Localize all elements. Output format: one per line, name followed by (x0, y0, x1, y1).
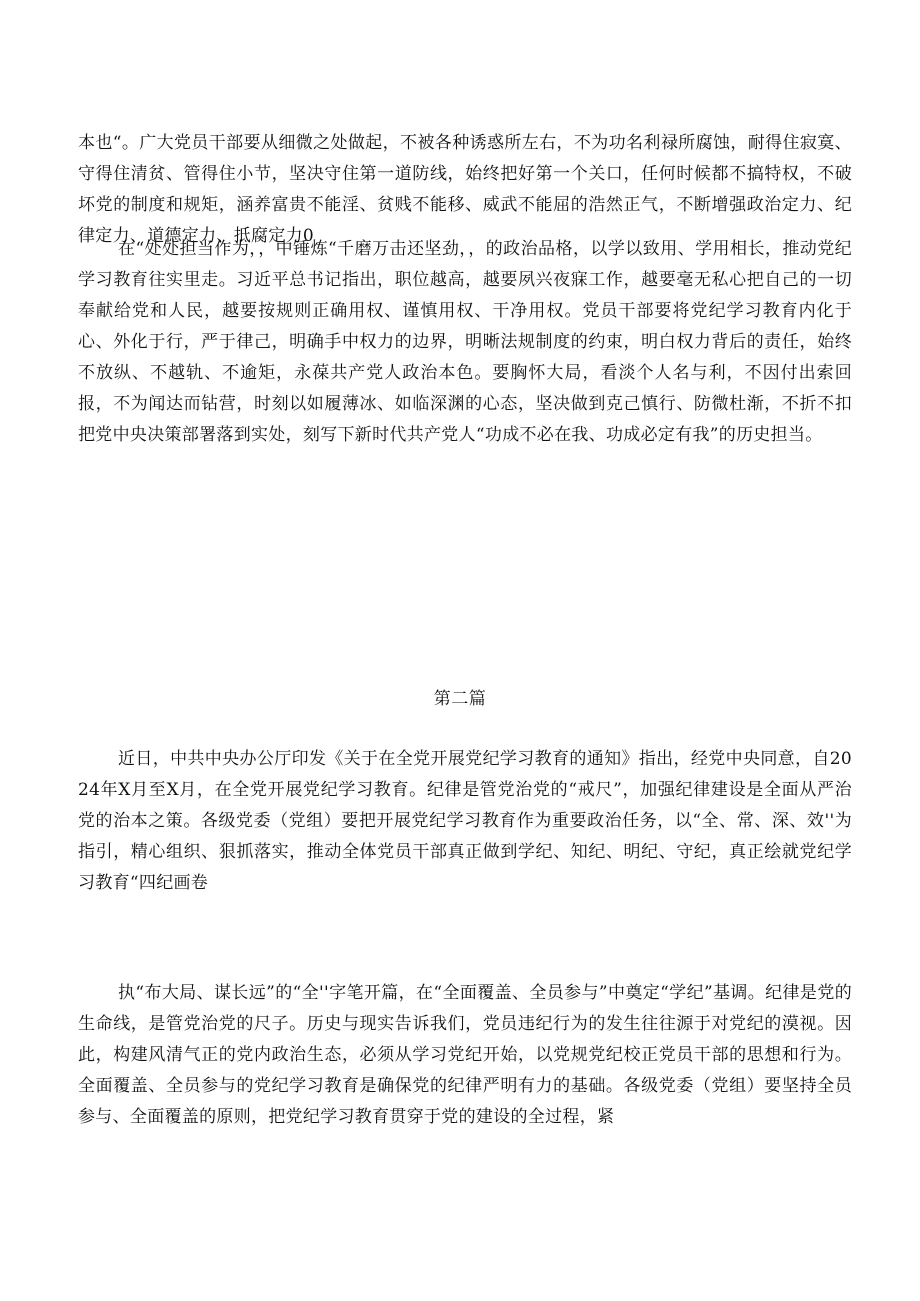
paragraph-2: 在“处处担当作为，，中锤炼“千磨万击还坚劲，，的政治品格，以学以致用、学用相长，推动党纪学习教育往实里走。习近平总书记指出，职位越高，越要夙兴夜寐工作，越要毫无私心把自己的一切奉献给党和人民，越要按规则正确用权、谨慎用权、干净用权。党员干部要将党纪学习教育内化于心、外化于行，严于律己，明确手中权力的边界，明晰法规制度的约束，明白权力背后的责任，始终不放纵、不越轨、不逾矩，永葆共产党人政治本色。要胸怀大局，看淡个人名与利，不因付出索回报，不为闻达而钻营，时刻以如履薄冰、如临深渊的心态，坚决做到克己慎行、防微杜渐，不折不扣把党中央决策部署落到实处，刻写下新时代共产党人“功成不必在我、功成必定有我”的历史担当。 (78, 239, 852, 445)
paragraph-1: 本也“。广大党员干部要从细微之处做起，不被各种诱惑所左右，不为功名利禄所腐蚀，耐得住寂寞、守得住清贫、管得住小节，坚决守住第一道防线，始终把好第一个关口，任何时候都不搞特权，不破坏党的制度和规矩，涵养富贵不能淫、贫贱不能移、威武不能屈的浩然正气，不断增强政治定力、纪律定力、道德定力、抵腐定力0 (78, 133, 852, 246)
paragraph-4: 执“布大局、谋长远”的“全''字笔开篇，在“全面覆盖、全员参与”中奠定“学纪”基调。纪律是党的生命线，是管党治党的尺子。历史与现实告诉我们，党员违纪行为的发生往往源于对党纪的漠视。因此，构建风清气正的党内政治生态，必须从学习党纪开始，以党规党纪校正党员干部的思想和行为。全面覆盖、全员参与的党纪学习教育是确保党的纪律严明有力的基础。各级党委（党组）要坚持全员参与、全面覆盖的原则，把党纪学习教育贯穿于党的建设的全过程，紧 (78, 983, 852, 1127)
paragraph-3: 近日，中共中央办公厅印发《关于在全党开展党纪学习教育的通知》指出，经党中央同意，自2024年X月至X月，在全党开展党纪学习教育。纪律是管党治党的“戒尺”，加强纪律建设是全面从严治党的治本之策。各级党委（党组）要把开展党纪学习教育作为重要政治任务，以“全、常、深、效''为指引，精心组织、狠抓落实，推动全体党员干部真正做到学纪、知纪、明纪、守纪，真正绘就党纪学习教育“四纪画卷 (78, 749, 852, 893)
section-heading: 第二篇 (433, 689, 487, 709)
